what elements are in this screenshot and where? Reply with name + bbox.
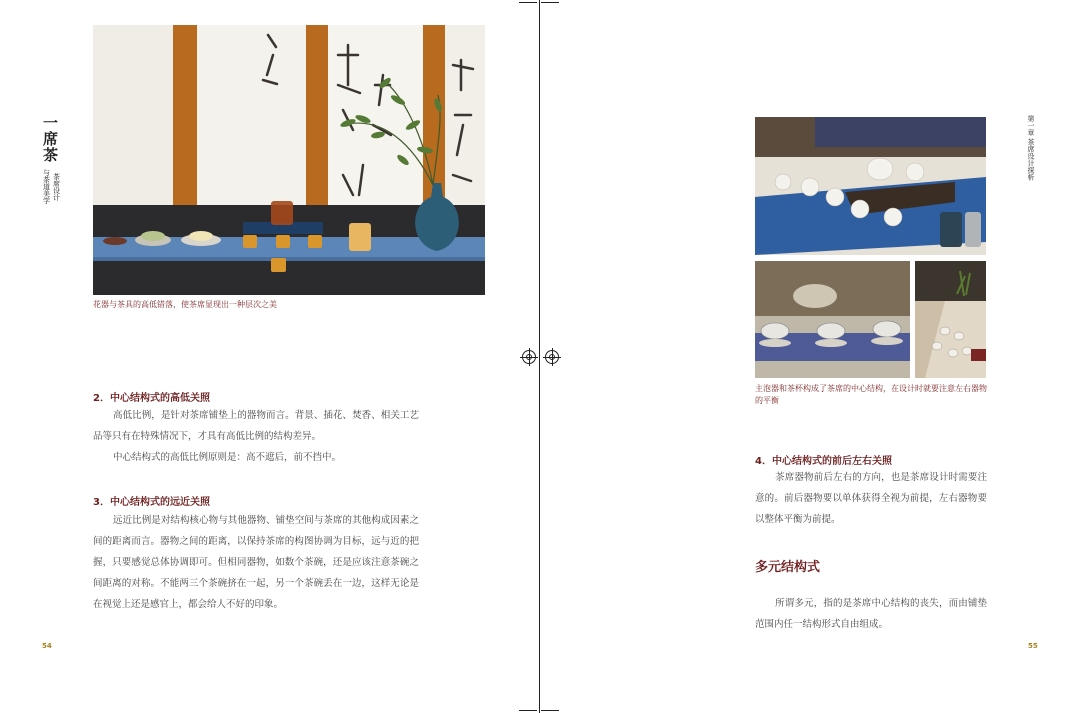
book-title: 一席茶 — [41, 115, 59, 163]
book-subtitle-a: 茶席设计 — [52, 172, 61, 201]
section4-para1: 茶席器物前后左右的方向，也是茶席设计时需要注意的。前后器物要以单体获得全视为前提，左右器物要以整体平衡为前提。 — [755, 472, 987, 525]
tea-set-photo-top — [755, 117, 986, 255]
crop-mark — [519, 2, 537, 3]
chapter-running-head: 第一章 茶席设计探析 — [1027, 115, 1035, 181]
crop-mark — [541, 710, 559, 711]
multi-structure-paragraph — [755, 593, 987, 635]
tea-cups-photo — [755, 261, 910, 378]
tea-table-photo — [93, 25, 485, 295]
page-number-right: 55 — [1028, 642, 1038, 650]
right-photo-caption: 主泡器和茶杯构成了茶席的中心结构，在设计时就要注意左右器物的平衡 — [755, 384, 987, 405]
section2-paragraph-2 — [93, 447, 419, 468]
section4-heading: 4．中心结构式的前后左右关照 — [755, 456, 892, 467]
tea-bowls-photo — [915, 261, 986, 378]
section4-paragraph — [755, 467, 987, 530]
left-photo-caption: 花器与茶具的高低错落，使茶席显现出一种层次之美 — [93, 300, 277, 309]
multi-structure-heading: 多元结构式 — [755, 560, 821, 575]
left-running-head — [40, 115, 62, 204]
registration-mark-icon — [545, 350, 559, 364]
section3-para1: 远近比例是对结构核心物与其他器物、铺垫空间与茶席的其他构成因素之间的距离而言。器物之间的距离，以保持茶席的构图协调为目标，远与近的把握，只要感觉总体协调即可。但相同器物，如数个茶碗，还是应该注意茶碗之间距离的对称。不能两三个茶碗挤在一起，另一个茶碗丢在一边，这样无论是在视觉上还是感官上，都会给人不好的印象。 — [93, 515, 419, 610]
section2-heading: 2．中心结构式的高低关照 — [93, 393, 210, 404]
section3-paragraph — [93, 510, 419, 615]
book-subtitle-b: 与茶道美学 — [42, 169, 51, 204]
section3-heading: 3．中心结构式的远近关照 — [93, 497, 210, 508]
multi-structure-para1: 所谓多元，指的是茶席中心结构的丧失，而由铺垫范围内任一结构形式自由组成。 — [755, 598, 987, 630]
crop-mark — [541, 2, 559, 3]
crop-mark — [519, 710, 537, 711]
section2-paragraph — [93, 405, 419, 447]
page-number-left: 54 — [42, 642, 52, 650]
registration-mark-icon — [522, 350, 536, 364]
section2-para1: 高低比例，是针对茶席铺垫上的器物而言。背景、插花、焚香、相关工艺品等只有在特殊情况下，才具有高低比例的结构差异。 — [93, 410, 419, 442]
section2-para2: 中心结构式的高低比例原则是：高不遮后，前不挡中。 — [113, 452, 342, 463]
page-spine — [539, 0, 540, 713]
